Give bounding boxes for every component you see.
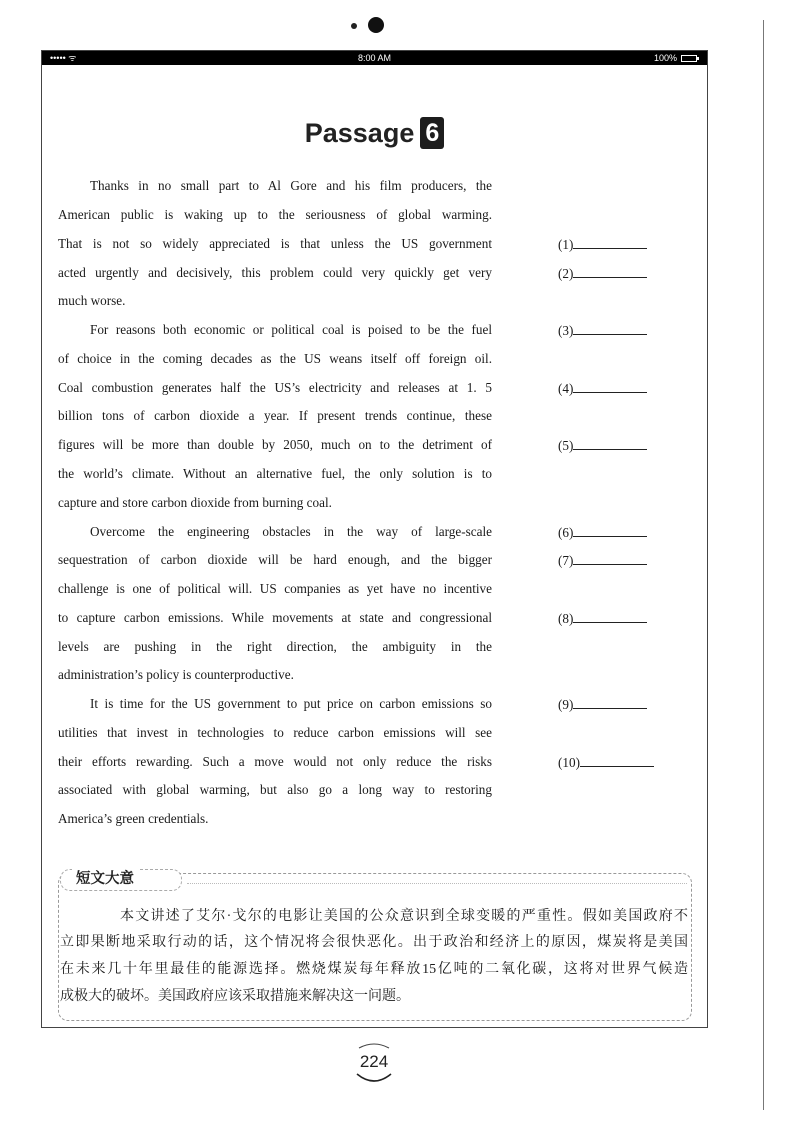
blank-label: (4) xyxy=(558,381,574,396)
text-line: administration’s policy is counterproductive. xyxy=(58,667,294,682)
passage-title xyxy=(42,117,707,149)
text-line: capture and store carbon dioxide from burning coal. xyxy=(58,495,332,510)
text-line: levels are pushing in the right direction, the ambiguity in the xyxy=(58,639,492,654)
text-line: sequestration of carbon dioxide will be hard enough, and the bigger xyxy=(58,552,492,567)
text-line: figures will be more than double by 2050, much on to the detriment of xyxy=(58,437,492,452)
blank-label: (1) xyxy=(558,237,574,252)
answer-blank[interactable] xyxy=(558,321,647,340)
blank-label: (6) xyxy=(558,525,574,540)
answer-blank[interactable] xyxy=(558,551,647,570)
blank-label: (8) xyxy=(558,611,574,626)
summary-line: 立即果断地采取行动的话，这个情况将会很快恶化。出于政治和经济上的原因，煤炭将是美国 xyxy=(60,935,688,950)
page-edge-rule xyxy=(763,20,764,1110)
answer-blank[interactable] xyxy=(558,695,647,714)
text-line: acted urgently and decisively, this problem could very quickly get very xyxy=(58,265,492,280)
text-line: their efforts rewarding. Such a move would not only reduce the risks xyxy=(58,754,492,769)
blank-label: (7) xyxy=(558,553,574,568)
battery-status xyxy=(654,51,697,65)
passage-title-text: Passage xyxy=(304,118,415,148)
blank-line[interactable] xyxy=(573,321,647,335)
text-line: America’s green credentials. xyxy=(58,811,209,826)
text-line: of choice in the coming decades as the US weans itself off foreign oil. xyxy=(58,351,492,366)
blank-line[interactable] xyxy=(573,523,647,537)
answer-blank[interactable] xyxy=(558,379,647,398)
answer-blank[interactable] xyxy=(558,523,647,542)
blank-label: (3) xyxy=(558,323,574,338)
camera-lens-icon xyxy=(368,17,384,33)
summary-line: 成极大的破坏。美国政府应该采取措施来解决这一问题。 xyxy=(60,989,410,1004)
text-line: much worse. xyxy=(58,293,126,308)
blank-line[interactable] xyxy=(573,235,647,249)
text-line: challenge is one of political will. US companies as yet have no incentive xyxy=(58,581,492,596)
blank-line[interactable] xyxy=(573,551,647,565)
passage-number-badge: 6 xyxy=(420,117,444,149)
text-line: That is not so widely appreciated is that unless the US government xyxy=(58,236,492,251)
answer-blank[interactable] xyxy=(558,264,647,283)
summary-line: 本文讲述了艾尔·戈尔的电影让美国的公众意识到全球变暖的严重性。假如美国政府不 xyxy=(120,909,688,924)
status-bar xyxy=(42,51,707,65)
blank-label: (5) xyxy=(558,438,574,453)
text-line: For reasons both economic or political coal is poised to be the fuel xyxy=(90,322,492,337)
text-line: Overcome the engineering obstacles in the way of large-scale xyxy=(90,524,492,539)
blank-line[interactable] xyxy=(573,436,647,450)
battery-percent: 100% xyxy=(653,53,677,63)
blank-label: (9) xyxy=(558,697,574,712)
blank-line[interactable] xyxy=(580,753,654,767)
summary-divider xyxy=(187,883,687,884)
text-line: associated with global warming, but also go a long way to restoring xyxy=(58,782,492,797)
text-line: Coal combustion generates half the US’s electricity and releases at 1. 5 xyxy=(58,380,492,395)
blank-label: (2) xyxy=(558,266,574,281)
status-time: 8:00 AM xyxy=(357,53,392,63)
tablet-screen-frame xyxy=(41,50,708,1028)
answer-blank[interactable] xyxy=(558,609,647,628)
blank-line[interactable] xyxy=(573,379,647,393)
text-line: It is time for the US government to put price on carbon emissions so xyxy=(90,696,492,711)
camera-sensor-icon xyxy=(351,23,357,29)
blank-label: (10) xyxy=(558,755,580,770)
text-line: billion tons of carbon dioxide a year. If present trends continue, these xyxy=(58,408,492,423)
blank-line[interactable] xyxy=(573,264,647,278)
answer-blank[interactable] xyxy=(558,235,647,254)
text-line: the world’s climate. Without an alternative fuel, the only solution is to xyxy=(58,466,492,481)
text-line: utilities that invest in technologies to reduce carbon emissions will see xyxy=(58,725,492,740)
text-line: American public is waking up to the seriousness of global warming. xyxy=(58,207,492,222)
battery-icon xyxy=(681,55,697,62)
blank-line[interactable] xyxy=(573,609,647,623)
answer-blank[interactable] xyxy=(558,753,654,772)
summary-title: 短文大意 xyxy=(72,869,138,889)
text-line: Thanks in no small part to Al Gore and his film producers, the xyxy=(90,178,492,193)
device-camera xyxy=(351,16,387,36)
page-number: 224 xyxy=(359,1052,389,1071)
answer-blank[interactable] xyxy=(558,436,647,455)
blank-line[interactable] xyxy=(573,695,647,709)
summary-line: 在未来几十年里最佳的能源选择。燃烧煤炭每年释放15亿吨的二氧化碳，这将对世界气候造 xyxy=(60,962,688,977)
text-line: to capture carbon emissions. While movements at state and congressional xyxy=(58,610,492,625)
signal-wifi-indicator: ••••• ᯤ xyxy=(50,53,77,63)
